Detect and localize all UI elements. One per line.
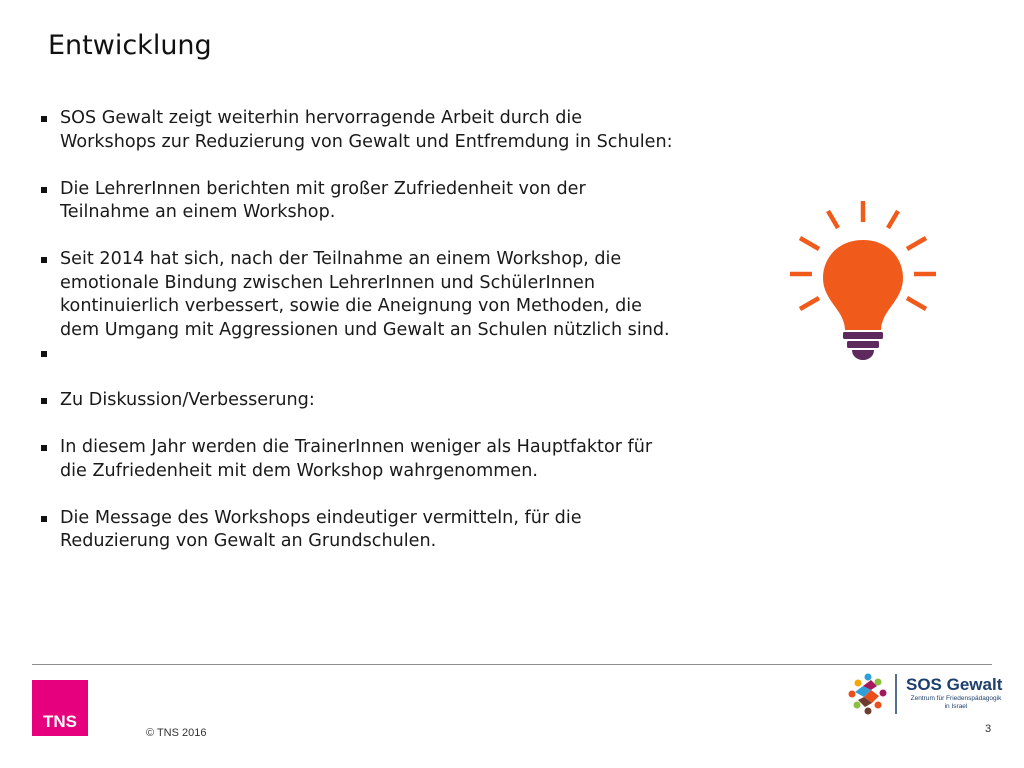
tns-logo-text: TNS bbox=[43, 712, 77, 731]
bullet-item: In diesem Jahr werden die TrainerInnen weniger als Hauptfaktor für die Zufriedenheit mit dem Workshop wahrgenommen. bbox=[40, 436, 780, 483]
bullet-spacer bbox=[40, 483, 780, 507]
bullet-item: Zu Diskussion/Verbesserung: bbox=[40, 389, 780, 413]
bullet-spacer bbox=[40, 413, 780, 437]
bullet-item: Die LehrerInnen berichten mit großer Zufriedenheit von der Teilnahme an einem Workshop. bbox=[40, 178, 780, 225]
bullet-spacer bbox=[40, 225, 780, 249]
bullet-spacer bbox=[40, 342, 780, 389]
tns-logo bbox=[32, 680, 88, 736]
copyright-text: © TNS 2016 bbox=[146, 727, 207, 739]
bullet-item: SOS Gewalt zeigt weiterhin hervorragende Arbeit durch die Workshops zur Reduzierung von Gewalt und Entfremdung in Schulen: bbox=[40, 107, 780, 154]
lightbulb-icon bbox=[786, 198, 940, 364]
bullet-list bbox=[40, 107, 780, 554]
bullet-item: Die Message des Workshops eindeutiger vermitteln, für die Reduzierung von Gewalt an Grundschulen. bbox=[40, 507, 780, 554]
sos-logo-name: SOS Gewalt bbox=[906, 675, 1003, 694]
bullet-item: Seit 2014 hat sich, nach der Teilnahme an einem Workshop, die emotionale Bindung zwischen LehrerInnen und SchülerInnen kontinuierlich verbessert, sowie die Aneignung von Methoden, die dem Umgang mit Aggressionen und Gewalt an Schulen nützlich sind. bbox=[40, 248, 780, 342]
bullet-spacer bbox=[40, 154, 780, 178]
sos-logo-subtitle-line: Zentrum für Friedenspädagogik bbox=[910, 695, 1002, 702]
slide-title: Entwicklung bbox=[48, 30, 212, 61]
sos-logo-subtitle bbox=[906, 695, 1006, 710]
page-number: 3 bbox=[985, 723, 992, 735]
footer-divider bbox=[32, 664, 992, 665]
sos-logo-subtitle-line: in Israel bbox=[944, 702, 968, 710]
